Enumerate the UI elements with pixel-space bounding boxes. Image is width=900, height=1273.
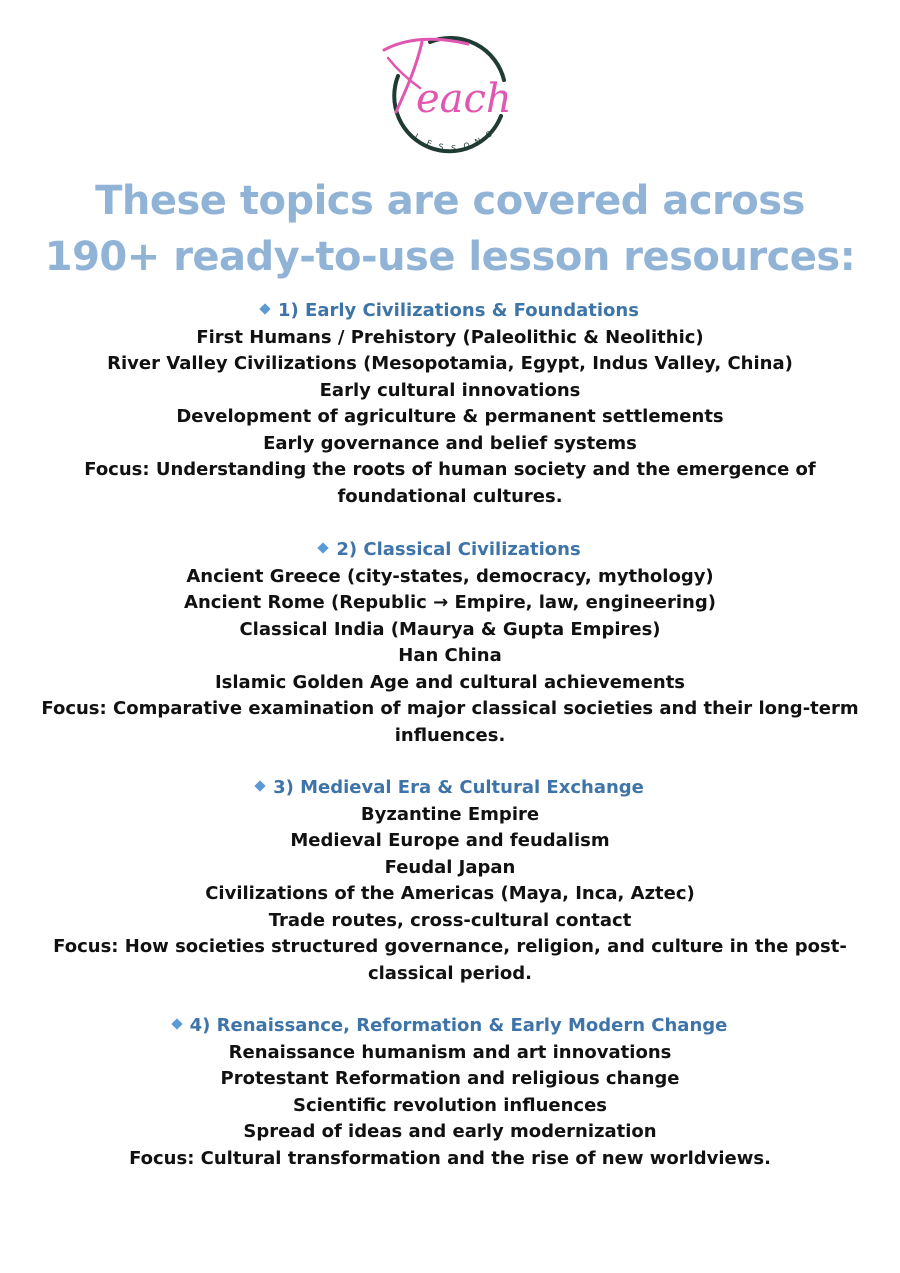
logo-tagline-letter: S xyxy=(451,144,457,153)
section-title xyxy=(20,537,880,564)
diamond-bullet-icon xyxy=(254,780,265,791)
topic-item: Medieval Europe and feudalism xyxy=(290,830,610,851)
topic-item: Islamic Golden Age and cultural achievements xyxy=(214,671,686,693)
diamond-bullet-icon xyxy=(318,542,329,553)
topic-item: Protestant Reformation and religious change xyxy=(220,1068,680,1089)
topic-item: Scientific revolution influences xyxy=(292,1094,608,1116)
topic-item: First Humans / Prehistory (Paleolithic & Neolithic) xyxy=(196,326,704,348)
topic-item: Early cultural innovations xyxy=(319,379,581,401)
topic-item: Development of agriculture & permanent settlements xyxy=(176,406,724,427)
headline-line-2: 190+ ready-to-use lesson resources: xyxy=(44,234,856,280)
topic-item: River Valley Civilizations (Mesopotamia, Egypt, Indus Valley, China) xyxy=(107,353,793,374)
topic-item: Feudal Japan xyxy=(384,856,516,878)
diamond-bullet-icon xyxy=(171,1018,182,1029)
section-early-civilizations xyxy=(20,298,880,510)
topic-item: Ancient Rome (Republic → Empire, law, engineering) xyxy=(184,592,716,613)
topic-item: Civilizations of the Americas (Maya, Inca, Aztec) xyxy=(205,883,695,904)
section-title-text: 4) Renaissance, Reformation & Early Modern Change xyxy=(189,1015,728,1036)
logo-tagline-letter: O xyxy=(462,141,471,151)
topic-item: Classical India (Maurya & Gupta Empires) xyxy=(239,618,661,640)
section-title-text: 1) Early Civilizations & Foundations xyxy=(278,300,639,321)
focus-statement xyxy=(20,1146,880,1173)
logo-script: each xyxy=(416,76,512,122)
focus-line: Focus: Understanding the roots of human society and the emergence of xyxy=(84,459,816,480)
topic-item: Early governance and belief systems xyxy=(263,432,637,454)
section-medieval-era xyxy=(20,775,880,987)
section-renaissance-reformation xyxy=(20,1013,880,1172)
topic-item: Trade routes, cross-cultural contact xyxy=(268,909,632,931)
topic-item: Ancient Greece (city-states, democracy, mythology) xyxy=(186,565,714,587)
diamond-bullet-icon xyxy=(259,303,270,314)
focus-line: Focus: Cultural transformation and the rise of new worldviews. xyxy=(129,1147,771,1169)
topic-item: Renaissance humanism and art innovations xyxy=(228,1041,672,1063)
section-title xyxy=(20,775,880,802)
logo-tagline-letter: L xyxy=(413,131,422,142)
logo-tagline-letter: N xyxy=(473,136,483,147)
logo-tagline-letter: S xyxy=(484,129,494,140)
logo-graphic xyxy=(376,28,526,158)
section-title xyxy=(20,1013,880,1040)
topic-item: Han China xyxy=(398,645,502,666)
focus-line: Focus: Comparative examination of major classical societies and their long-term xyxy=(41,698,859,719)
topic-item: Spread of ideas and early modernization xyxy=(243,1121,657,1142)
focus-statement xyxy=(20,457,880,510)
focus-line: foundational cultures. xyxy=(337,485,563,507)
logo-tagline-letter: E xyxy=(425,138,434,149)
teach-lessons-logo xyxy=(376,28,526,158)
focus-line: Focus: How societies structured governance, religion, and culture in the post- xyxy=(53,936,847,957)
focus-line: classical period. xyxy=(367,962,533,984)
logo-tagline-letter: S xyxy=(437,142,445,152)
section-title-text: 3) Medieval Era & Cultural Exchange xyxy=(273,777,644,798)
section-title-text: 2) Classical Civilizations xyxy=(336,539,581,560)
section-title xyxy=(20,298,880,325)
section-classical-civilizations xyxy=(20,537,880,749)
topic-item: Byzantine Empire xyxy=(360,803,540,825)
focus-statement xyxy=(20,934,880,987)
headline-line-1: These topics are covered across xyxy=(95,178,805,224)
focus-statement xyxy=(20,696,880,749)
focus-line: influences. xyxy=(394,724,506,746)
